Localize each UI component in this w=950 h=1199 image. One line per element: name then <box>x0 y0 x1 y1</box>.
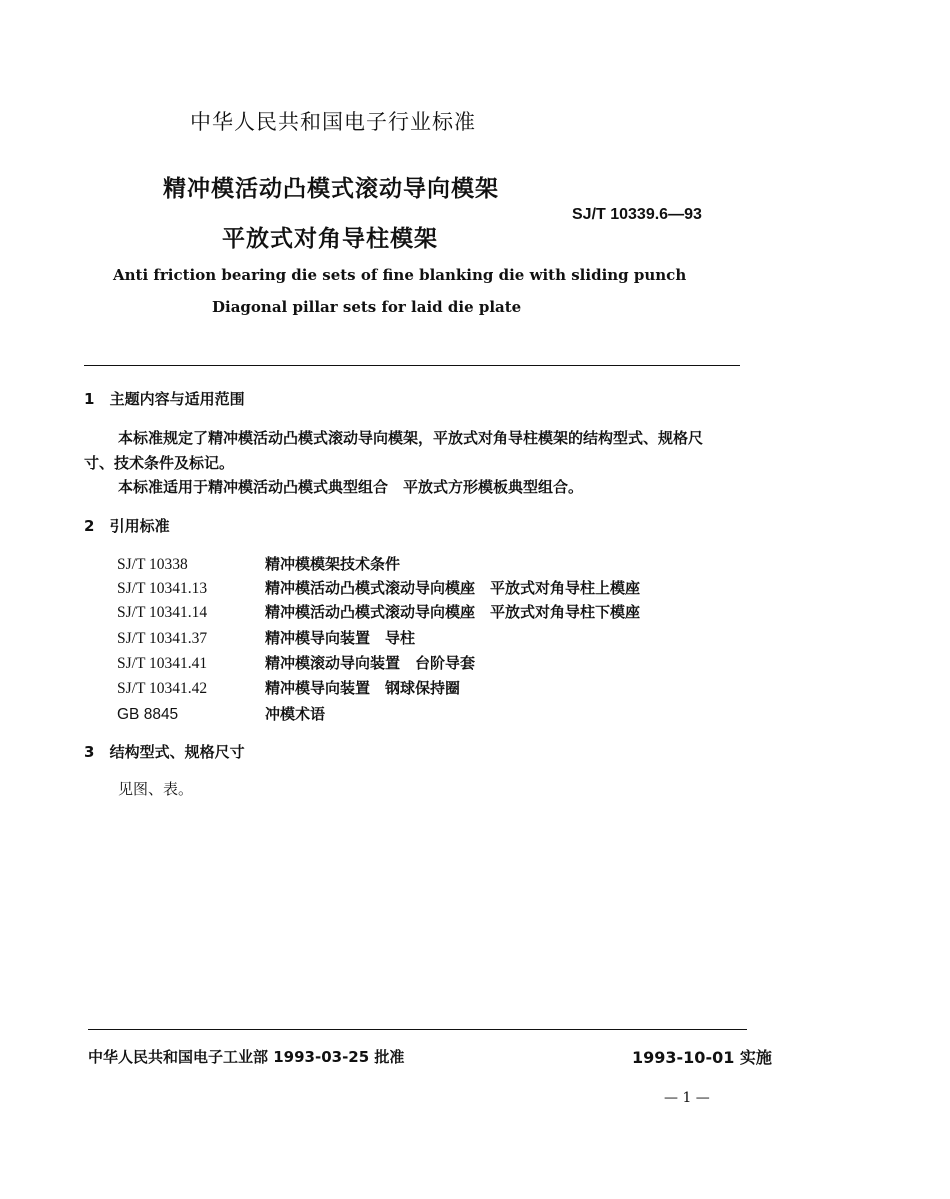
issuing-authority: 中华人民共和国电子行业标准 <box>190 110 476 134</box>
section-2-number: 2 <box>84 517 95 535</box>
english-title-line2: Diagonal pillar sets for laid die plate <box>212 298 522 316</box>
section-3-body: 见图、表。 <box>118 780 194 798</box>
reference-item <box>117 627 415 648</box>
reference-item <box>117 577 640 598</box>
section-3-heading <box>84 741 245 762</box>
reference-title: 精冲模活动凸模式滚动导向模座 平放式对角导柱下模座 <box>265 603 641 621</box>
reference-item <box>117 601 640 622</box>
reference-title: 冲模术语 <box>265 705 326 723</box>
reference-code: SJ/T 10341.14 <box>117 604 208 621</box>
reference-item <box>117 703 325 724</box>
reference-title: 精冲模模架技术条件 <box>265 555 401 573</box>
reference-item <box>117 652 475 673</box>
section-1-number: 1 <box>84 390 95 408</box>
reference-code: SJ/T 10341.41 <box>117 655 208 672</box>
section-1-para2: 本标准适用于精冲模活动凸模式典型组合 平放式方形模板典型组合。 <box>118 478 584 496</box>
reference-code: SJ/T 10341.37 <box>117 630 208 647</box>
reference-code: SJ/T 10341.13 <box>117 580 208 597</box>
english-title-line1: Anti friction bearing die sets of fine blanking die with sliding punch <box>113 266 687 284</box>
page-number: — 1 — <box>664 1090 710 1106</box>
approval-statement: 中华人民共和国电子工业部 1993-03-25 批准 <box>88 1048 405 1066</box>
reference-item <box>117 553 400 574</box>
reference-title: 精冲模活动凸模式滚动导向模座 平放式对角导柱上模座 <box>265 579 641 597</box>
reference-title: 精冲模导向装置 导柱 <box>265 629 416 647</box>
section-2-title: 引用标准 <box>109 517 170 535</box>
reference-title: 精冲模滚动导向装置 台阶导套 <box>265 654 476 672</box>
header-divider <box>84 365 740 366</box>
reference-item <box>117 677 460 698</box>
section-2-heading <box>84 515 170 536</box>
reference-code: SJ/T 10338 <box>117 556 188 573</box>
section-1-title: 主题内容与适用范围 <box>109 390 245 408</box>
reference-code: SJ/T 10341.42 <box>117 680 208 697</box>
effective-date: 1993-10-01 实施 <box>632 1048 772 1067</box>
section-3-title: 结构型式、规格尺寸 <box>109 743 245 761</box>
reference-code: GB 8845 <box>117 706 179 723</box>
section-1-heading <box>84 388 245 409</box>
footer-divider <box>88 1029 747 1030</box>
standard-code: SJ/T 10339.6—93 <box>572 206 702 223</box>
section-1-para1-line1: 本标准规定了精冲模活动凸模式滚动导向模架，平放式对角导柱模架的结构型式、规格尺 <box>118 429 704 447</box>
reference-title: 精冲模导向装置 钢球保持圈 <box>265 679 461 697</box>
document-title-line2: 平放式对角导柱模架 <box>222 226 438 252</box>
section-3-number: 3 <box>84 743 95 761</box>
document-title-line1: 精冲模活动凸模式滚动导向模架 <box>163 176 499 202</box>
section-1-para1-line2: 寸、技术条件及标记。 <box>84 454 235 472</box>
